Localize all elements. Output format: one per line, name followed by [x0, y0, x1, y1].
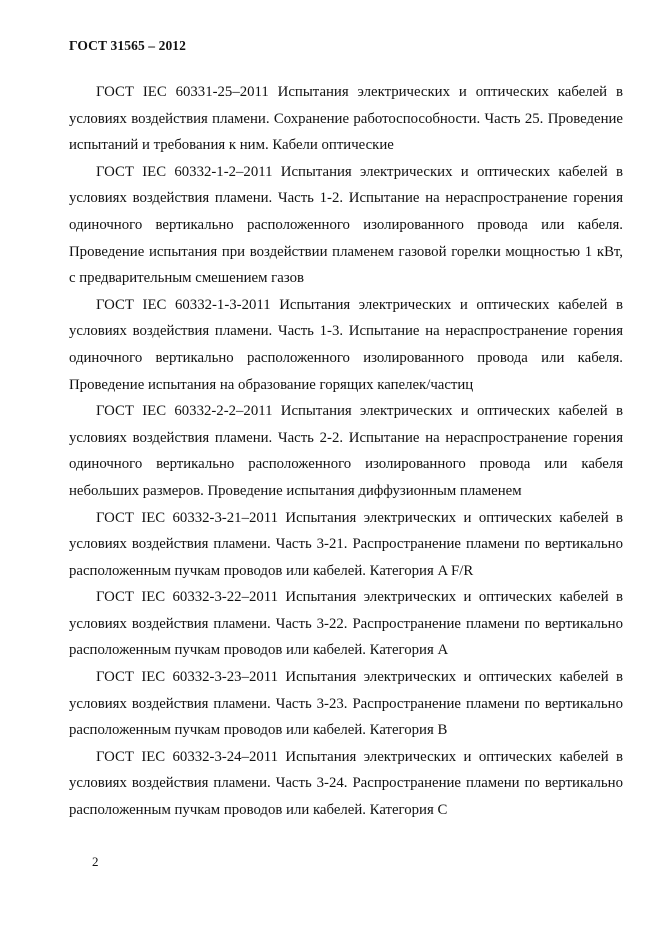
reference-paragraph: ГОСТ IEC 60332-3-22–2011 Испытания электрических и оптических кабелей в условиях воздействия пламени. Часть 3-22. Распространение пламени по вертикально расположенным пучкам проводов или кабелей. Категория А [69, 589, 623, 659]
reference-paragraph: ГОСТ IEC 60331-25–2011 Испытания электрических и оптических кабелей в условиях воздействия пламени. Сохранение работоспособности. Часть 25. Проведение испытаний и требования к ним. Кабели оптические [69, 84, 623, 154]
reference-paragraph: ГОСТ IEC 60332-1-3-2011 Испытания электрических и оптических кабелей в условиях воздействия пламени. Часть 1-3. Испытание на нераспространение горения одиночного вертикально расположенного изолированного провода или кабеля. Проведение испытания на образование горящих капелек/частиц [69, 296, 623, 393]
document-header: ГОСТ 31565 – 2012 [69, 38, 186, 53]
reference-paragraph: ГОСТ IEC 60332-3-21–2011 Испытания электрических и оптических кабелей в условиях воздействия пламени. Часть 3-21. Распространение пламени по вертикально расположенным пучкам проводов или кабелей. Категория A F/R [69, 509, 623, 579]
references-list [69, 79, 623, 824]
reference-paragraph: ГОСТ IEC 60332-3-23–2011 Испытания электрических и оптических кабелей в условиях воздействия пламени. Часть 3-23. Распространение пламени по вертикально расположенным пучкам проводов или кабелей. Категория В [69, 669, 623, 739]
reference-paragraph: ГОСТ IEC 60332-2-2–2011 Испытания электрических и оптических кабелей в условиях воздействия пламени. Часть 2-2. Испытание на нераспространение горения одиночного вертикально расположенного изолированного провода или кабеля небольших размеров. Проведение испытания диффузионным пламенем [69, 403, 623, 499]
reference-paragraph: ГОСТ IEC 60332-1-2–2011 Испытания электрических и оптических кабелей в условиях воздействия пламени. Часть 1-2. Испытание на нераспространение горения одиночного вертикально расположенного изолированного провода или кабеля. Проведение испытания при воздействии пламенем газовой горелки мощностью 1 кВт, с предварительным смешением газов [69, 163, 623, 287]
reference-paragraph: ГОСТ IEC 60332-3-24–2011 Испытания электрических и оптических кабелей в условиях воздействия пламени. Часть 3-24. Распространение пламени по вертикально расположенным пучкам проводов или кабелей. Категория С [69, 748, 623, 819]
page-number: 2 [92, 854, 99, 869]
